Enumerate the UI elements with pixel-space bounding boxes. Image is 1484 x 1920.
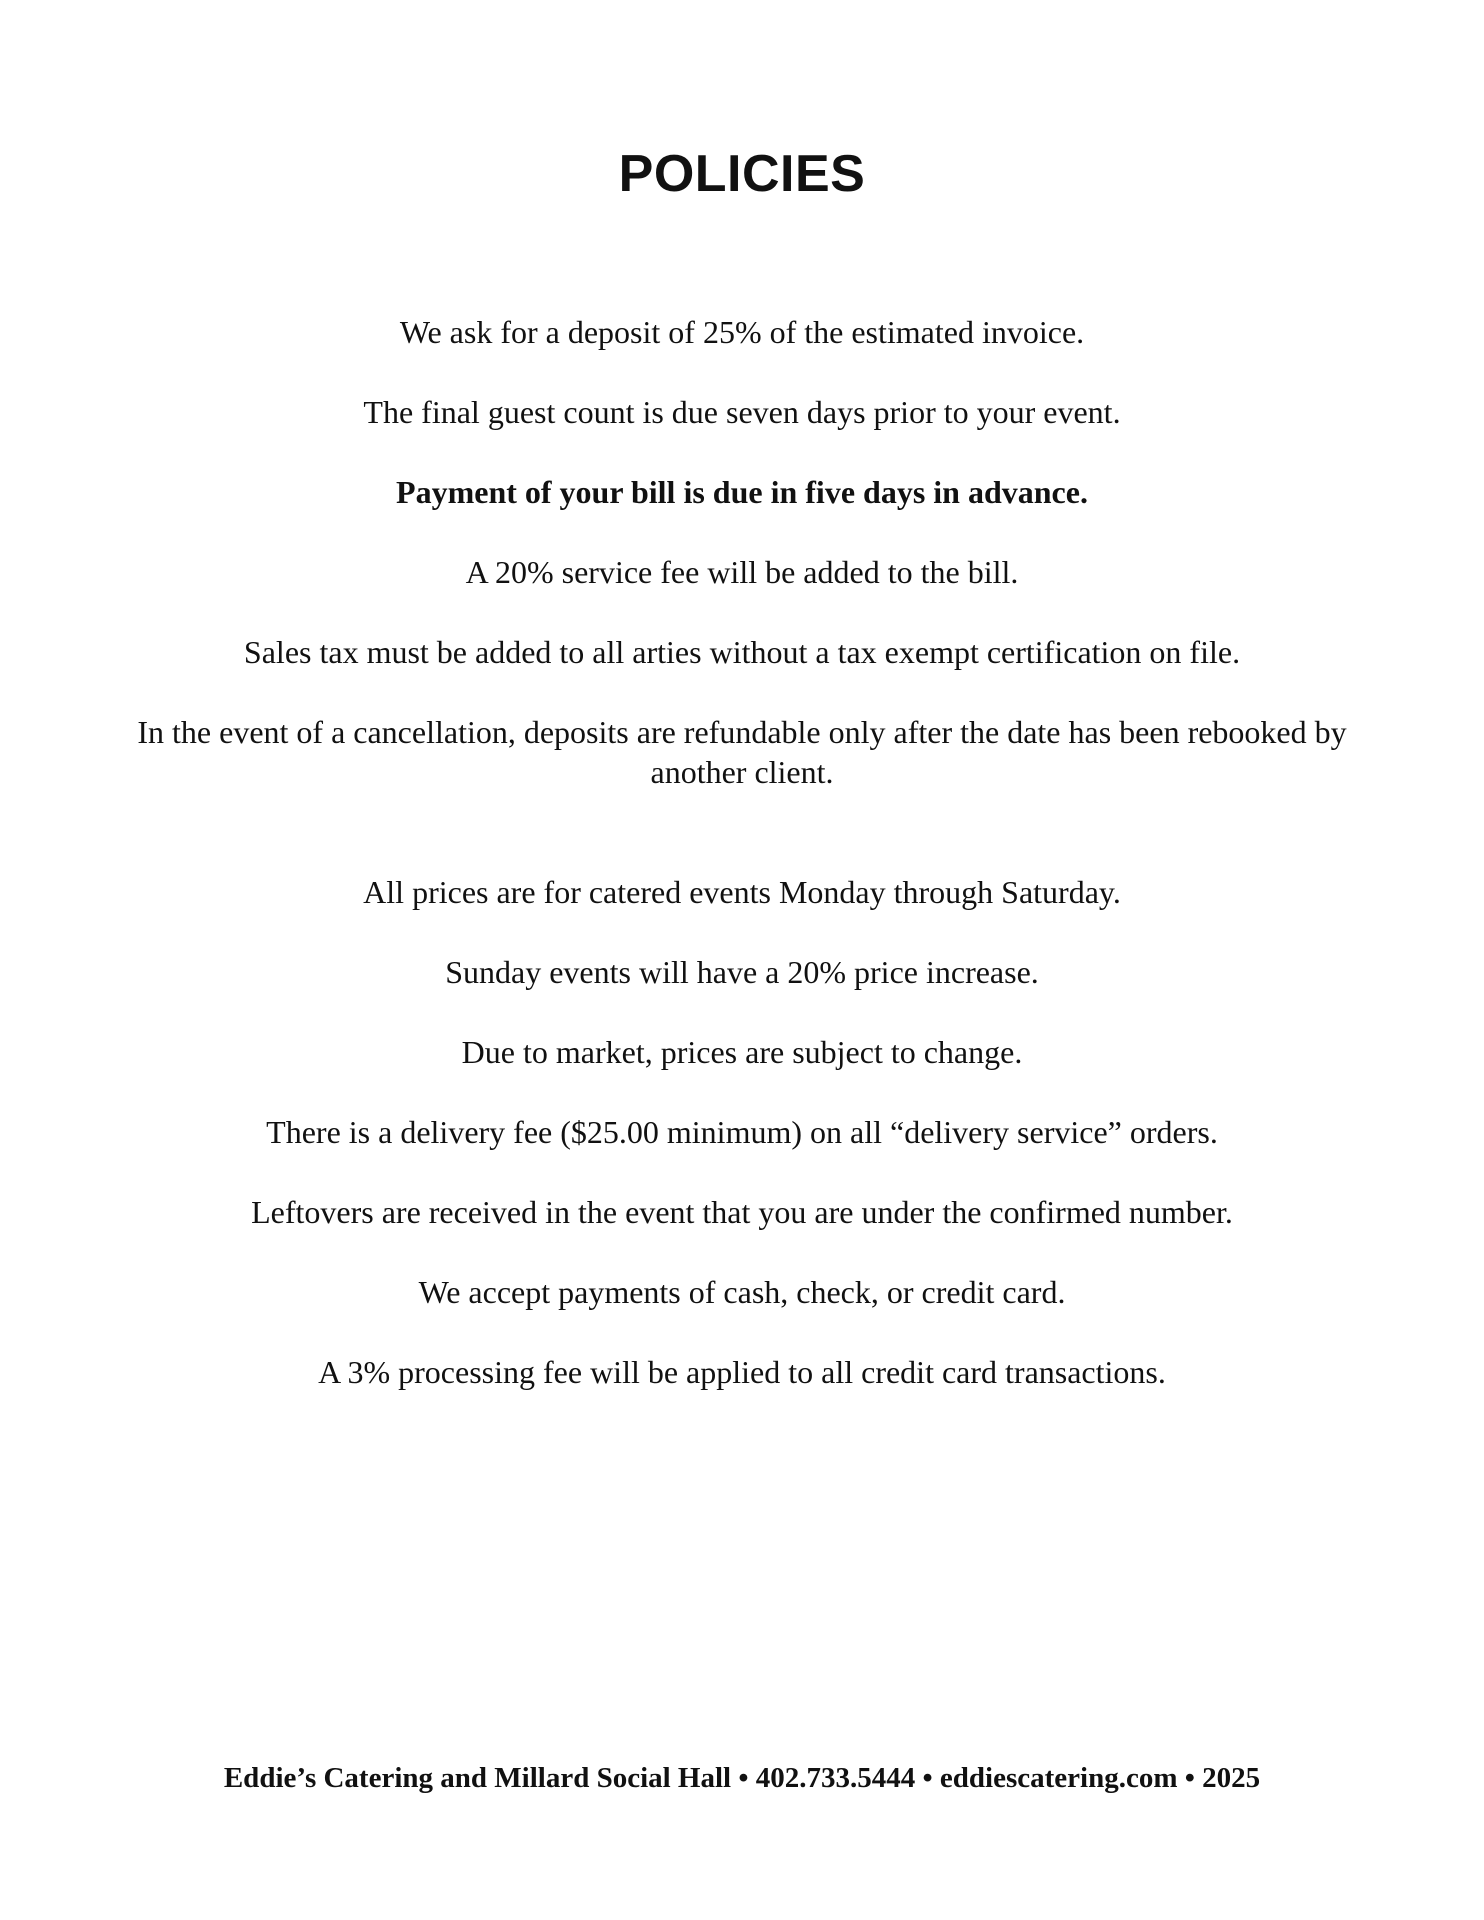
policy-market-prices: Due to market, prices are subject to change.	[461, 1034, 1023, 1070]
policy-deposit: We ask for a deposit of 25% of the estimated invoice.	[399, 314, 1085, 350]
footer-contact: Eddie’s Catering and Millard Social Hall • 402.733.5444 • eddiescatering.com • 2025	[223, 1762, 1261, 1794]
policy-delivery-fee: There is a delivery fee ($25.00 minimum) on all “delivery service” orders.	[266, 1114, 1218, 1150]
policy-sunday-increase: Sunday events will have a 20% price increase.	[445, 954, 1039, 990]
policy-cancellation: In the event of a cancellation, deposits are refundable only after the date has been rebooked by another client.	[137, 714, 1347, 790]
policy-sales-tax: Sales tax must be added to all arties without a tax exempt certification on file.	[243, 634, 1241, 670]
policy-service-fee: A 20% service fee will be added to the bill.	[465, 554, 1019, 590]
policy-leftovers: Leftovers are received in the event that you are under the confirmed number.	[251, 1194, 1233, 1230]
policy-guest-count: The final guest count is due seven days prior to your event.	[363, 394, 1121, 430]
policy-processing-fee: A 3% processing fee will be applied to all credit card transactions.	[318, 1354, 1166, 1390]
policy-payment-methods: We accept payments of cash, check, or credit card.	[418, 1274, 1066, 1310]
policy-catered-days: All prices are for catered events Monday through Saturday.	[363, 874, 1121, 910]
page-title: POLICIES	[618, 145, 866, 203]
policy-payment-due: Payment of your bill is due in five days in advance.	[396, 474, 1088, 510]
